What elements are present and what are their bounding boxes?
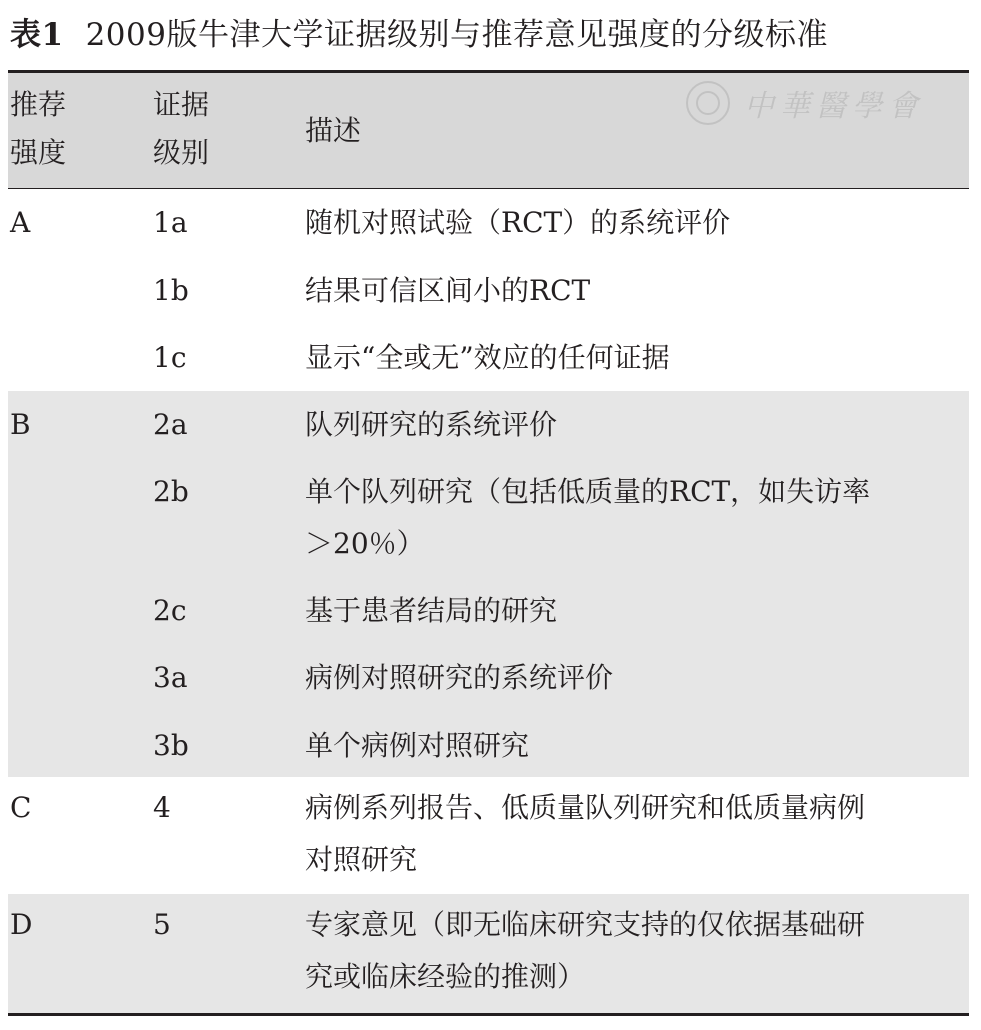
- header-level-line2: 级别: [153, 136, 210, 169]
- cell-level: 1c: [153, 341, 187, 374]
- header-strength: [10, 81, 100, 177]
- table-group: [8, 894, 969, 1013]
- cell-description: [305, 466, 965, 570]
- cell-level: 5: [153, 908, 171, 941]
- description-line: 基于患者结局的研究: [305, 594, 558, 627]
- cell-level: 1a: [153, 206, 188, 239]
- cell-level: 2c: [153, 594, 187, 627]
- header-level: [153, 81, 243, 177]
- table-group: [8, 391, 969, 777]
- cell-description: [305, 399, 965, 451]
- description-line: 病例对照研究的系统评价: [305, 661, 614, 694]
- cell-description: [305, 652, 965, 704]
- cell-level: 1b: [153, 274, 189, 307]
- cell-description: [305, 585, 965, 637]
- description-line: 单个队列研究（包括低质量的RCT，如失访率: [305, 475, 871, 508]
- cell-level: 4: [153, 791, 171, 824]
- cell-strength: D: [10, 908, 33, 941]
- seal-icon: [686, 81, 730, 125]
- description-line: 对照研究: [305, 843, 418, 876]
- header-level-line1: 证据: [153, 88, 210, 121]
- cell-description: [305, 197, 965, 249]
- table-header: [8, 73, 969, 189]
- watermark: [686, 79, 924, 127]
- table-group: [8, 777, 969, 894]
- cell-description: [305, 720, 965, 772]
- cell-description: [305, 265, 965, 317]
- cell-level: 2a: [153, 408, 188, 441]
- cell-level: 3a: [153, 661, 188, 694]
- description-line: 单个病例对照研究: [305, 729, 530, 762]
- cell-strength: A: [10, 206, 31, 239]
- cell-description: [305, 782, 965, 886]
- description-line: ＞20％）: [305, 527, 425, 560]
- watermark-text: 中華醫學會: [744, 89, 924, 124]
- evidence-table: [8, 70, 969, 1016]
- header-description: 描述: [305, 114, 362, 147]
- cell-description: [305, 899, 965, 1003]
- cell-strength: C: [10, 791, 32, 824]
- table-caption-label: 表1: [10, 17, 64, 53]
- description-line: 队列研究的系统评价: [305, 408, 558, 441]
- header-strength-line1: 推荐: [10, 88, 67, 121]
- description-line: 究或临床经验的推测）: [305, 960, 586, 993]
- cell-level: 3b: [153, 729, 189, 762]
- table-caption: [10, 10, 828, 60]
- table-caption-text: 2009版牛津大学证据级别与推荐意见强度的分级标准: [85, 17, 828, 53]
- description-line: 专家意见（即无临床研究支持的仅依据基础研: [305, 908, 866, 941]
- cell-level: 2b: [153, 475, 189, 508]
- table-group: [8, 189, 969, 391]
- description-line: 病例系列报告、低质量队列研究和低质量病例: [305, 791, 866, 824]
- description-line: 显示“全或无”效应的任何证据: [305, 341, 670, 374]
- header-strength-line2: 强度: [10, 136, 67, 169]
- description-line: 结果可信区间小的RCT: [305, 274, 591, 307]
- cell-description: [305, 332, 965, 384]
- description-line: 随机对照试验（RCT）的系统评价: [305, 206, 731, 239]
- cell-strength: B: [10, 408, 31, 441]
